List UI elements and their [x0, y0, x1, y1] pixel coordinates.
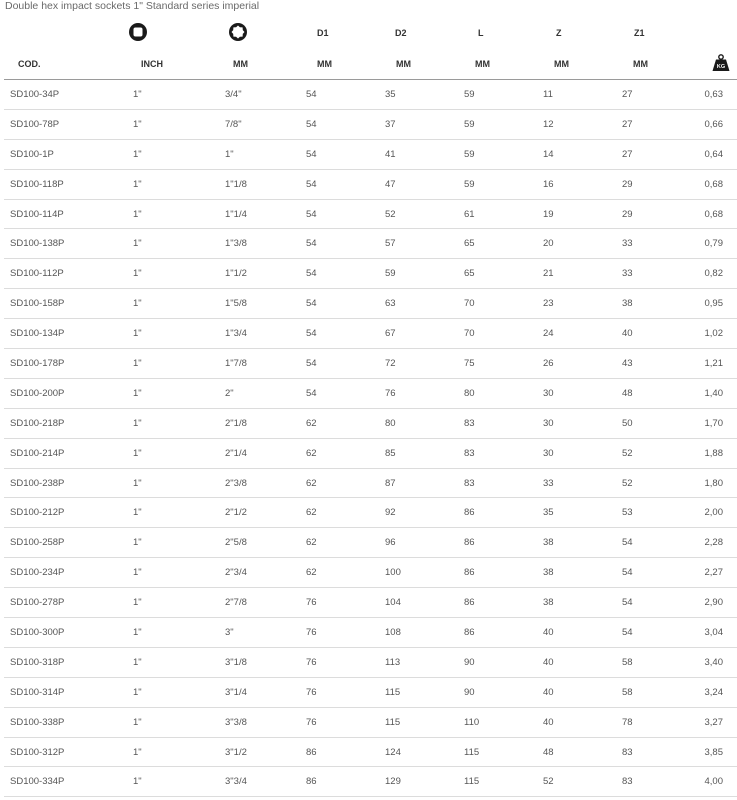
table-row [4, 289, 737, 319]
cell-mm: 1" [225, 139, 305, 169]
cell-mm: 1"3/8 [225, 229, 305, 259]
table-row [4, 767, 737, 797]
cell-code: SD100-338P [4, 707, 124, 737]
cell-d2: 115 [384, 677, 463, 707]
cell-d2: 37 [384, 109, 463, 139]
cell-d1: 54 [305, 80, 384, 110]
cell-l: 90 [463, 677, 542, 707]
header-cell-empty [675, 17, 737, 49]
cell-d1: 62 [305, 468, 384, 498]
cell-weight: 1,80 [675, 468, 737, 498]
cell-code: SD100-334P [4, 767, 124, 797]
cell-weight: 3,27 [675, 707, 737, 737]
cell-d2: 76 [384, 378, 463, 408]
cell-weight: 4,00 [675, 767, 737, 797]
header-d2: D2 [395, 28, 407, 38]
cell-code: SD100-1P [4, 139, 124, 169]
cell-inch: 1" [124, 558, 225, 588]
cell-inch: 1" [124, 349, 225, 379]
cell-inch: 1" [124, 618, 225, 648]
cell-d2: 92 [384, 498, 463, 528]
cell-d2: 85 [384, 438, 463, 468]
cell-z: 38 [542, 588, 621, 618]
cell-l: 70 [463, 319, 542, 349]
cell-d1: 76 [305, 707, 384, 737]
cell-z1: 48 [621, 378, 675, 408]
cell-d1: 62 [305, 438, 384, 468]
cell-weight: 1,02 [675, 319, 737, 349]
cell-weight: 0,68 [675, 169, 737, 199]
cell-z1: 54 [621, 618, 675, 648]
cell-code: SD100-258P [4, 528, 124, 558]
cell-code: SD100-212P [4, 498, 124, 528]
cell-mm: 1"1/2 [225, 259, 305, 289]
cell-code: SD100-138P [4, 229, 124, 259]
cell-inch: 1" [124, 378, 225, 408]
cell-mm: 3"1/2 [225, 737, 305, 767]
cell-l: 59 [463, 169, 542, 199]
cell-d2: 67 [384, 319, 463, 349]
table-row [4, 80, 737, 110]
cell-z1: 27 [621, 139, 675, 169]
cell-d1: 54 [305, 259, 384, 289]
table-row [4, 319, 737, 349]
cell-z: 12 [542, 109, 621, 139]
cell-z: 48 [542, 737, 621, 767]
cell-mm: 1"3/4 [225, 319, 305, 349]
cell-d1: 86 [305, 767, 384, 797]
cell-weight: 2,28 [675, 528, 737, 558]
table-row [4, 229, 737, 259]
cell-code: SD100-118P [4, 169, 124, 199]
cell-d2: 80 [384, 408, 463, 438]
cell-weight: 1,40 [675, 378, 737, 408]
cell-code: SD100-112P [4, 259, 124, 289]
cell-z: 16 [542, 169, 621, 199]
cell-l: 86 [463, 498, 542, 528]
cell-z: 30 [542, 408, 621, 438]
cell-d2: 100 [384, 558, 463, 588]
cell-l: 59 [463, 109, 542, 139]
table-row [4, 408, 737, 438]
cell-inch: 1" [124, 319, 225, 349]
cell-z1: 78 [621, 707, 675, 737]
table-row [4, 588, 737, 618]
cell-z1: 53 [621, 498, 675, 528]
cell-l: 65 [463, 229, 542, 259]
cell-inch: 1" [124, 139, 225, 169]
cell-inch: 1" [124, 588, 225, 618]
cell-d2: 108 [384, 618, 463, 648]
table-row [4, 349, 737, 379]
cell-z1: 27 [621, 80, 675, 110]
cell-l: 90 [463, 647, 542, 677]
table-row [4, 618, 737, 648]
double-hex-icon [228, 22, 248, 44]
header-inch: INCH [124, 49, 225, 80]
cell-d2: 72 [384, 349, 463, 379]
cell-mm: 2"1/2 [225, 498, 305, 528]
cell-d1: 54 [305, 199, 384, 229]
table-row [4, 528, 737, 558]
cell-d2: 35 [384, 80, 463, 110]
cell-weight: 3,04 [675, 618, 737, 648]
cell-mm: 1"5/8 [225, 289, 305, 319]
table-row [4, 498, 737, 528]
cell-mm: 2"3/8 [225, 468, 305, 498]
cell-mm: 1"1/8 [225, 169, 305, 199]
cell-code: SD100-318P [4, 647, 124, 677]
cell-code: SD100-134P [4, 319, 124, 349]
cell-code: SD100-312P [4, 737, 124, 767]
cell-l: 80 [463, 378, 542, 408]
cell-inch: 1" [124, 169, 225, 199]
cell-z1: 27 [621, 109, 675, 139]
cell-inch: 1" [124, 229, 225, 259]
cell-z1: 43 [621, 349, 675, 379]
table-row [4, 707, 737, 737]
table-row [4, 438, 737, 468]
cell-mm: 2"1/8 [225, 408, 305, 438]
header-d1: D1 [317, 28, 329, 38]
cell-z: 24 [542, 319, 621, 349]
cell-weight: 0,95 [675, 289, 737, 319]
cell-mm: 3"1/8 [225, 647, 305, 677]
header-weight [675, 49, 737, 80]
cell-inch: 1" [124, 199, 225, 229]
cell-mm: 1"1/4 [225, 199, 305, 229]
weight-kg-icon [711, 54, 731, 74]
header-l-unit: MM [463, 49, 542, 80]
table-row [4, 139, 737, 169]
cell-d1: 76 [305, 677, 384, 707]
product-table [4, 17, 737, 797]
cell-mm: 3"3/8 [225, 707, 305, 737]
cell-weight: 0,66 [675, 109, 737, 139]
cell-z: 26 [542, 349, 621, 379]
cell-z: 40 [542, 707, 621, 737]
cell-d2: 124 [384, 737, 463, 767]
cell-inch: 1" [124, 438, 225, 468]
cell-d2: 104 [384, 588, 463, 618]
header-cod: COD. [4, 49, 124, 80]
cell-d1: 54 [305, 109, 384, 139]
table-row [4, 378, 737, 408]
cell-d2: 96 [384, 528, 463, 558]
cell-inch: 1" [124, 737, 225, 767]
cell-z1: 33 [621, 229, 675, 259]
cell-weight: 0,79 [675, 229, 737, 259]
cell-d1: 62 [305, 498, 384, 528]
cell-code: SD100-300P [4, 618, 124, 648]
cell-d1: 76 [305, 588, 384, 618]
header-z1-unit: MM [621, 49, 675, 80]
square-drive-icon [128, 22, 148, 44]
cell-mm: 3/4" [225, 80, 305, 110]
cell-z: 35 [542, 498, 621, 528]
cell-weight: 0,63 [675, 80, 737, 110]
cell-d2: 57 [384, 229, 463, 259]
page-title: Double hex impact sockets 1" Standard series imperial [5, 0, 260, 12]
cell-d2: 115 [384, 707, 463, 737]
cell-z1: 54 [621, 588, 675, 618]
cell-z1: 33 [621, 259, 675, 289]
table-row [4, 259, 737, 289]
cell-code: SD100-214P [4, 438, 124, 468]
header-z-unit: MM [542, 49, 621, 80]
cell-d1: 54 [305, 349, 384, 379]
table-row [4, 677, 737, 707]
cell-z1: 52 [621, 438, 675, 468]
cell-z: 40 [542, 647, 621, 677]
cell-code: SD100-314P [4, 677, 124, 707]
cell-l: 86 [463, 588, 542, 618]
cell-code: SD100-234P [4, 558, 124, 588]
cell-mm: 2" [225, 378, 305, 408]
cell-z1: 29 [621, 199, 675, 229]
cell-l: 59 [463, 139, 542, 169]
header-cell-hex [225, 17, 305, 49]
cell-inch: 1" [124, 767, 225, 797]
cell-inch: 1" [124, 707, 225, 737]
cell-weight: 1,21 [675, 349, 737, 379]
cell-weight: 0,68 [675, 199, 737, 229]
cell-z1: 29 [621, 169, 675, 199]
header-cell-empty [4, 17, 124, 49]
cell-weight: 0,82 [675, 259, 737, 289]
weight-kg-label: KG [716, 64, 726, 71]
cell-l: 70 [463, 289, 542, 319]
table-row [4, 647, 737, 677]
cell-code: SD100-114P [4, 199, 124, 229]
cell-z: 38 [542, 528, 621, 558]
cell-weight: 1,88 [675, 438, 737, 468]
cell-l: 83 [463, 438, 542, 468]
cell-z: 33 [542, 468, 621, 498]
cell-inch: 1" [124, 647, 225, 677]
cell-inch: 1" [124, 80, 225, 110]
cell-d2: 41 [384, 139, 463, 169]
cell-mm: 3"1/4 [225, 677, 305, 707]
cell-inch: 1" [124, 528, 225, 558]
cell-l: 83 [463, 408, 542, 438]
header-z: Z [556, 28, 562, 38]
cell-l: 59 [463, 80, 542, 110]
cell-code: SD100-158P [4, 289, 124, 319]
cell-z1: 52 [621, 468, 675, 498]
cell-z: 21 [542, 259, 621, 289]
cell-l: 86 [463, 618, 542, 648]
cell-z1: 58 [621, 677, 675, 707]
table-row [4, 169, 737, 199]
table-row [4, 737, 737, 767]
cell-inch: 1" [124, 259, 225, 289]
cell-inch: 1" [124, 289, 225, 319]
cell-z: 19 [542, 199, 621, 229]
cell-inch: 1" [124, 468, 225, 498]
cell-z: 14 [542, 139, 621, 169]
cell-d1: 62 [305, 558, 384, 588]
cell-d1: 54 [305, 169, 384, 199]
table-row [4, 109, 737, 139]
cell-d1: 76 [305, 618, 384, 648]
cell-d1: 54 [305, 319, 384, 349]
cell-d2: 52 [384, 199, 463, 229]
header-d2-unit: MM [384, 49, 463, 80]
cell-z1: 54 [621, 528, 675, 558]
table-row [4, 199, 737, 229]
cell-weight: 2,90 [675, 588, 737, 618]
cell-d1: 54 [305, 229, 384, 259]
cell-mm: 2"3/4 [225, 558, 305, 588]
cell-d1: 54 [305, 289, 384, 319]
cell-code: SD100-278P [4, 588, 124, 618]
cell-mm: 2"5/8 [225, 528, 305, 558]
cell-code: SD100-200P [4, 378, 124, 408]
cell-weight: 3,85 [675, 737, 737, 767]
cell-z1: 50 [621, 408, 675, 438]
cell-inch: 1" [124, 109, 225, 139]
cell-weight: 2,00 [675, 498, 737, 528]
cell-weight: 0,64 [675, 139, 737, 169]
cell-weight: 2,27 [675, 558, 737, 588]
cell-l: 83 [463, 468, 542, 498]
cell-l: 115 [463, 767, 542, 797]
cell-z1: 38 [621, 289, 675, 319]
header-row-bottom [4, 49, 737, 80]
cell-mm: 7/8" [225, 109, 305, 139]
cell-z: 52 [542, 767, 621, 797]
table-row [4, 558, 737, 588]
cell-z: 20 [542, 229, 621, 259]
cell-l: 61 [463, 199, 542, 229]
cell-z1: 54 [621, 558, 675, 588]
cell-code: SD100-218P [4, 408, 124, 438]
header-row-top [4, 17, 737, 49]
cell-z1: 58 [621, 647, 675, 677]
cell-d2: 59 [384, 259, 463, 289]
cell-inch: 1" [124, 498, 225, 528]
cell-d1: 86 [305, 737, 384, 767]
cell-d1: 54 [305, 139, 384, 169]
cell-l: 65 [463, 259, 542, 289]
cell-l: 110 [463, 707, 542, 737]
cell-d2: 47 [384, 169, 463, 199]
cell-d2: 129 [384, 767, 463, 797]
cell-z1: 83 [621, 737, 675, 767]
cell-mm: 2"7/8 [225, 588, 305, 618]
cell-inch: 1" [124, 408, 225, 438]
cell-mm: 3"3/4 [225, 767, 305, 797]
cell-d2: 63 [384, 289, 463, 319]
cell-z1: 40 [621, 319, 675, 349]
cell-l: 86 [463, 528, 542, 558]
cell-code: SD100-78P [4, 109, 124, 139]
cell-d2: 87 [384, 468, 463, 498]
cell-z: 40 [542, 677, 621, 707]
cell-d1: 76 [305, 647, 384, 677]
cell-mm: 3" [225, 618, 305, 648]
cell-code: SD100-34P [4, 80, 124, 110]
cell-z: 11 [542, 80, 621, 110]
cell-z: 30 [542, 438, 621, 468]
header-mm: MM [225, 49, 305, 80]
header-cell-square [124, 17, 225, 49]
cell-d1: 54 [305, 378, 384, 408]
cell-l: 115 [463, 737, 542, 767]
cell-code: SD100-238P [4, 468, 124, 498]
cell-weight: 3,40 [675, 647, 737, 677]
cell-weight: 3,24 [675, 677, 737, 707]
table-row [4, 468, 737, 498]
cell-d2: 113 [384, 647, 463, 677]
cell-weight: 1,70 [675, 408, 737, 438]
header-z1: Z1 [634, 28, 645, 38]
cell-code: SD100-178P [4, 349, 124, 379]
cell-mm: 2"1/4 [225, 438, 305, 468]
cell-z1: 83 [621, 767, 675, 797]
cell-mm: 1"7/8 [225, 349, 305, 379]
cell-z: 30 [542, 378, 621, 408]
cell-inch: 1" [124, 677, 225, 707]
cell-d1: 62 [305, 408, 384, 438]
cell-z: 23 [542, 289, 621, 319]
cell-l: 75 [463, 349, 542, 379]
cell-d1: 62 [305, 528, 384, 558]
cell-z: 40 [542, 618, 621, 648]
cell-z: 38 [542, 558, 621, 588]
header-d1-unit: MM [305, 49, 384, 80]
cell-l: 86 [463, 558, 542, 588]
header-l: L [478, 28, 484, 38]
